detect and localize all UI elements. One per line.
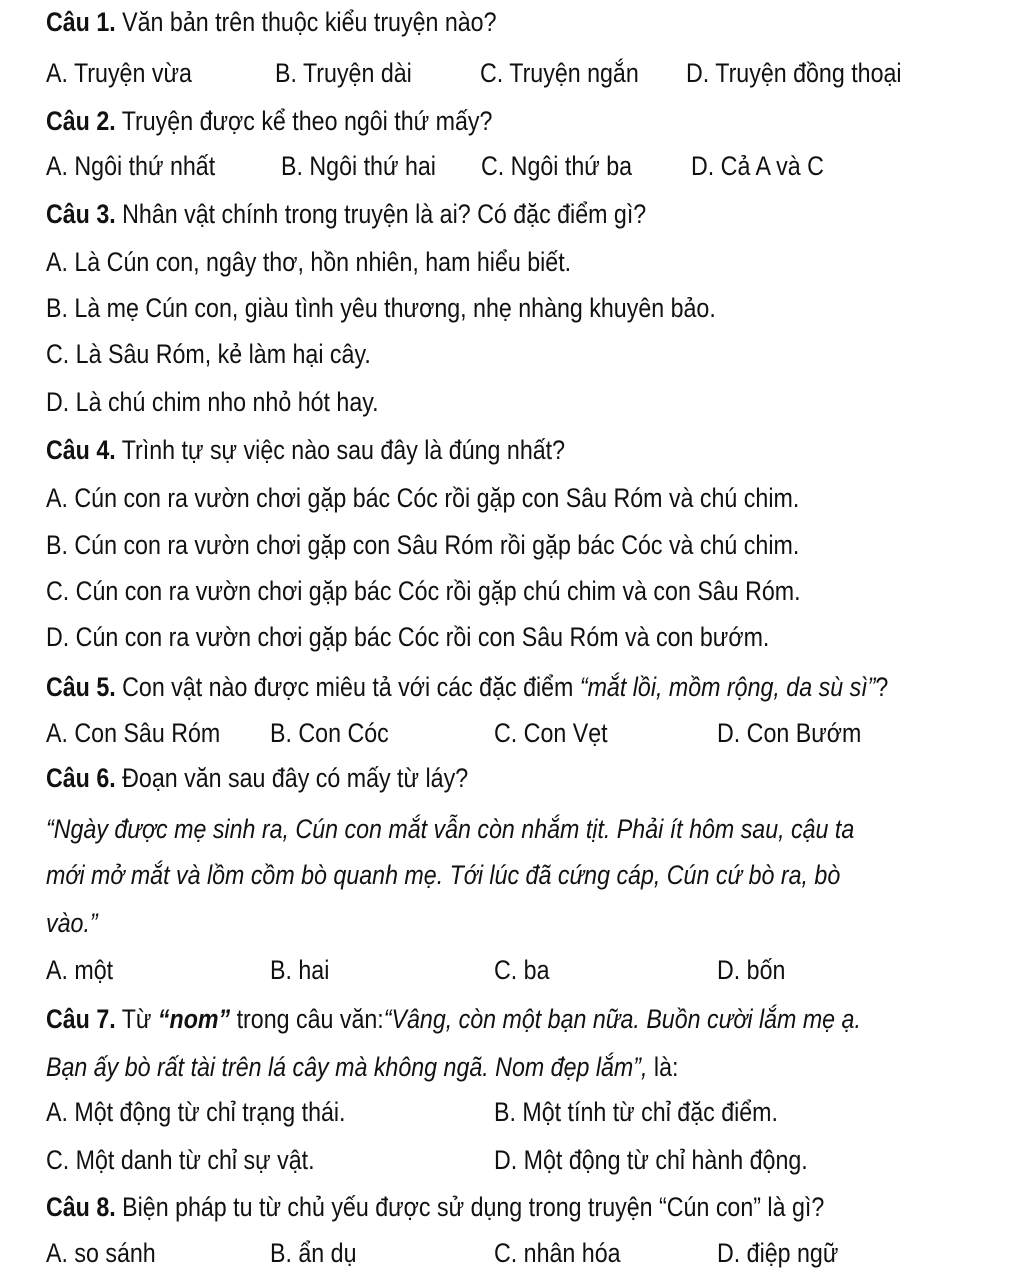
question-1-text: Văn bản trên thuộc kiểu truyện nào?: [115, 7, 497, 37]
question-6-passage-line-2: mới mở mắt và lồm cồm bò quanh mẹ. Tới lúc đã cứng cáp, Cún cứ bò ra, bò: [46, 860, 841, 890]
question-8-text: Biện pháp tu từ chủ yếu được sử dụng trong truyện “Cún con” là gì?: [115, 1192, 825, 1222]
question-5-option-d: D. Con Bướm: [717, 718, 862, 748]
question-5-quote: “mắt lồi, mồm rộng, da sù sì”: [579, 672, 876, 702]
question-2-label: Câu 2.: [46, 106, 116, 136]
question-3-option-c: C. Là Sâu Róm, kẻ làm hại cây.: [46, 339, 371, 369]
question-7-option-c: C. Một danh từ chỉ sự vật.: [46, 1145, 315, 1175]
question-7-option-d: D. Một động từ chỉ hành động.: [494, 1145, 808, 1175]
question-1-option-b: B. Truyện dài: [275, 58, 412, 88]
question-7-continued: [46, 1050, 678, 1084]
question-7-option-a: A. Một động từ chỉ trạng thái.: [46, 1097, 346, 1127]
question-6-option-d: D. bốn: [717, 955, 786, 985]
question-7-text-b: trong câu văn:: [230, 1004, 384, 1034]
question-1-label: Câu 1.: [46, 7, 116, 37]
question-4-option-d: D. Cún con ra vườn chơi gặp bác Cóc rồi con Sâu Róm và con bướm.: [46, 622, 770, 652]
question-6-option-b: B. hai: [270, 955, 330, 985]
question-1-option-d: D. Truyện đồng thoại: [686, 58, 902, 88]
question-4: [46, 433, 565, 467]
question-4-option-c: C. Cún con ra vườn chơi gặp bác Cóc rồi gặp chú chim và con Sâu Róm.: [46, 576, 801, 606]
question-2: [46, 104, 492, 138]
question-5-option-c: C. Con Vẹt: [494, 718, 608, 748]
question-1-option-a: A. Truyện vừa: [46, 58, 192, 88]
question-3: [46, 197, 646, 231]
question-6-label: Câu 6.: [46, 763, 116, 793]
question-8-option-b: B. ẩn dụ: [270, 1238, 357, 1268]
question-7-quote-line-2: Bạn ấy bò rất tài trên lá cây mà không ngã. Nom đẹp lắm”,: [46, 1052, 648, 1082]
question-2-option-d: D. Cả A và C: [691, 151, 824, 181]
question-7-label: Câu 7.: [46, 1004, 116, 1034]
question-3-option-b: B. Là mẹ Cún con, giàu tình yêu thương, nhẹ nhàng khuyên bảo.: [46, 293, 716, 323]
question-4-label: Câu 4.: [46, 435, 116, 465]
question-8-option-a: A. so sánh: [46, 1238, 156, 1268]
question-3-label: Câu 3.: [46, 199, 116, 229]
question-6-text: Đoạn văn sau đây có mấy từ láy?: [115, 763, 469, 793]
question-2-option-b: B. Ngôi thứ hai: [281, 151, 436, 181]
question-7: [46, 1002, 861, 1036]
question-8-option-d: D. điệp ngữ: [717, 1238, 839, 1268]
question-3-option-d: D. Là chú chim nho nhỏ hót hay.: [46, 387, 379, 417]
question-6-passage-line-1: “Ngày được mẹ sinh ra, Cún con mắt vẫn còn nhắm tịt. Phải ít hôm sau, cậu ta: [46, 814, 855, 844]
question-7-end: là:: [647, 1052, 679, 1082]
question-7-word: “nom”: [157, 1004, 231, 1034]
question-6-option-a: A. một: [46, 955, 114, 985]
question-5-label: Câu 5.: [46, 672, 116, 702]
question-2-option-a: A. Ngôi thứ nhất: [46, 151, 216, 181]
question-4-option-b: B. Cún con ra vườn chơi gặp con Sâu Róm rồi gặp bác Cóc và chú chim.: [46, 530, 800, 560]
question-7-quote-line-1: “Vâng, còn một bạn nữa. Buồn cười lắm mẹ ạ.: [383, 1004, 861, 1034]
question-2-option-c: C. Ngôi thứ ba: [481, 151, 633, 181]
question-7-text-a: Từ: [115, 1004, 158, 1034]
question-1-option-c: C. Truyện ngắn: [480, 58, 639, 88]
question-7-option-b: B. Một tính từ chỉ đặc điểm.: [494, 1097, 778, 1127]
question-3-option-a: A. Là Cún con, ngây thơ, hồn nhiên, ham hiểu biết.: [46, 247, 572, 277]
question-5-text: Con vật nào được miêu tả với các đặc điểm: [115, 672, 580, 702]
question-8-label: Câu 8.: [46, 1192, 116, 1222]
question-5: [46, 670, 888, 704]
question-8: [46, 1190, 824, 1224]
question-4-option-a: A. Cún con ra vườn chơi gặp bác Cóc rồi gặp con Sâu Róm và chú chim.: [46, 483, 800, 513]
question-6-option-c: C. ba: [494, 955, 550, 985]
question-2-text: Truyện được kể theo ngôi thứ mấy?: [115, 106, 493, 136]
question-3-text: Nhân vật chính trong truyện là ai? Có đặc điểm gì?: [115, 199, 647, 229]
question-5-end: ?: [875, 672, 889, 702]
question-4-text: Trình tự sự việc nào sau đây là đúng nhất?: [115, 435, 566, 465]
question-6: [46, 761, 468, 795]
question-5-option-a: A. Con Sâu Róm: [46, 718, 221, 748]
question-5-option-b: B. Con Cóc: [270, 718, 389, 748]
question-6-passage-line-3: vào.”: [46, 908, 98, 938]
question-8-option-c: C. nhân hóa: [494, 1238, 621, 1268]
question-1: [46, 5, 497, 39]
